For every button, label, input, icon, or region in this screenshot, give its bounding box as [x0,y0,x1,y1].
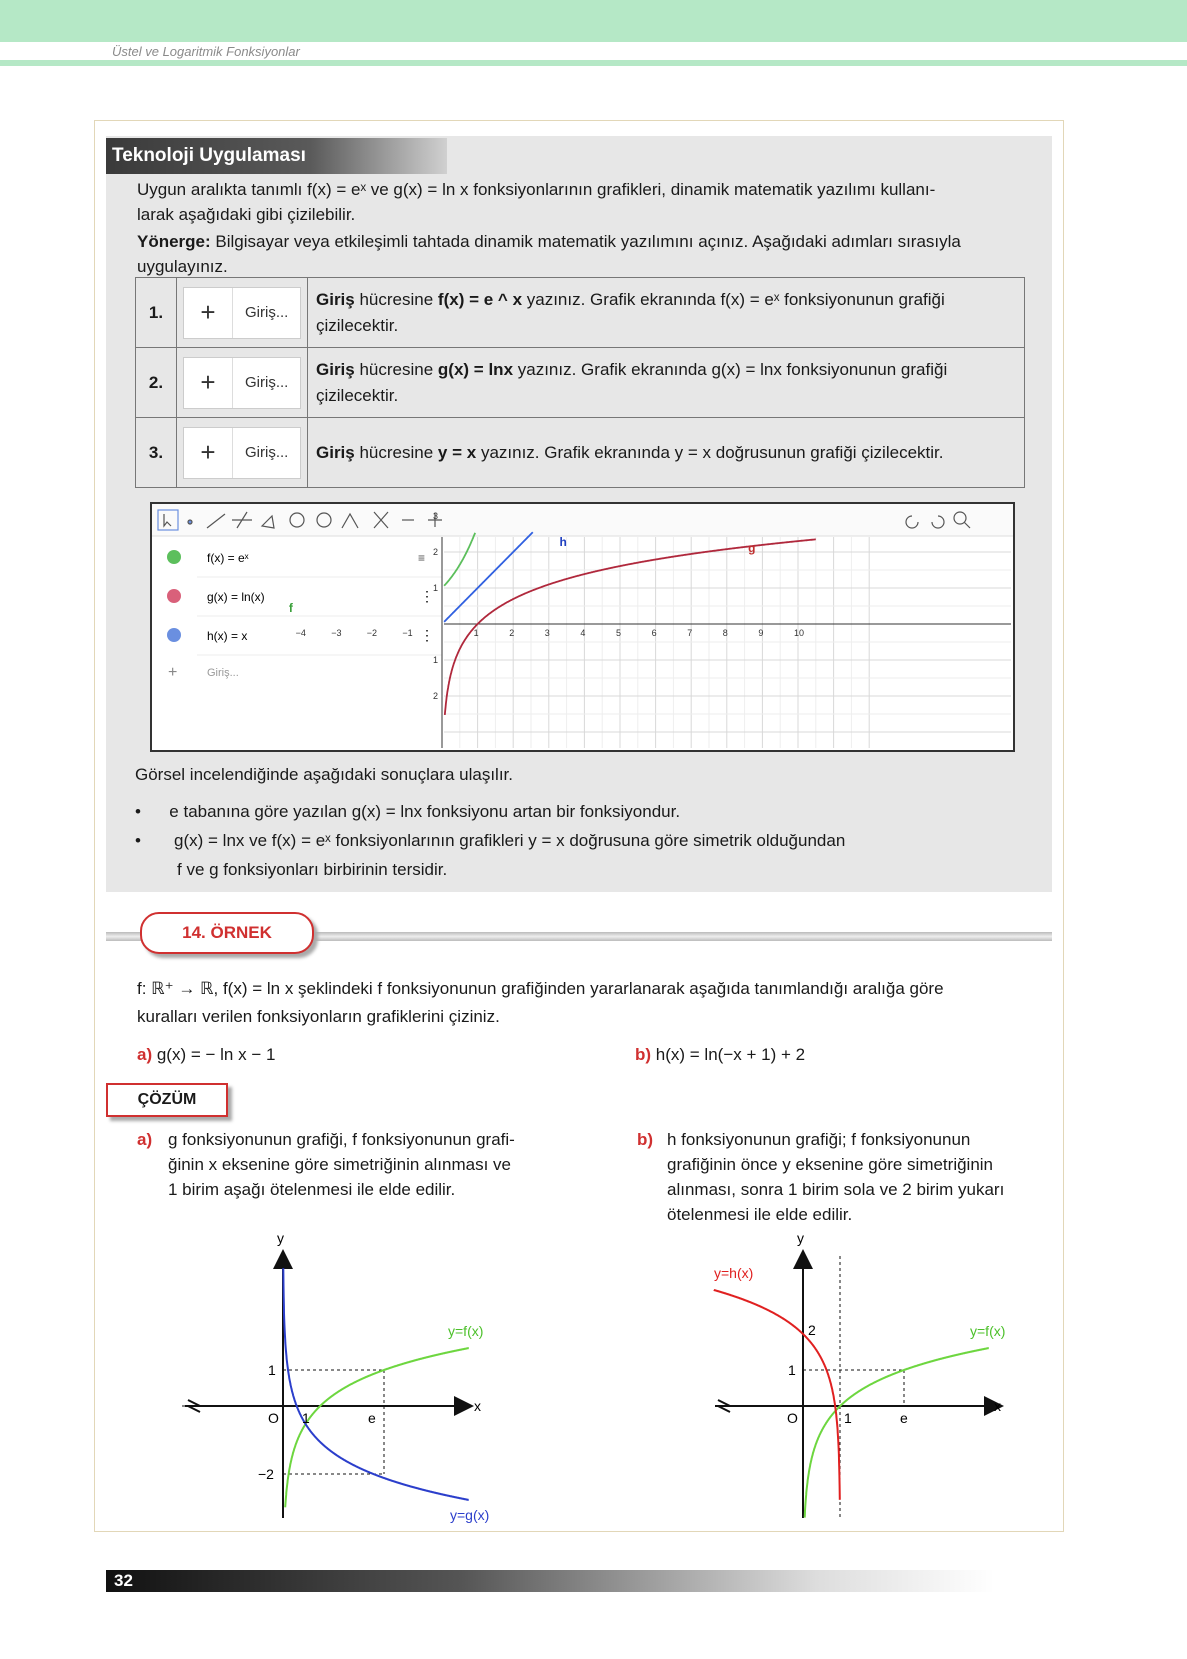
step-text [308,348,1025,418]
sort-icon[interactable]: ≡ [418,551,426,565]
bullet-2: • g(x) = lnx ve f(x) = eˣ fonksiyonlarının grafikleri y = x doğrusuna göre simetrik olduğundan [135,831,846,850]
input-cell [177,278,308,348]
gg-x-tick: 6 [651,628,657,638]
step-text [308,418,1025,488]
gg-y-tick: 2 [433,547,439,557]
x-tick-e: e [900,1410,908,1426]
directive [137,229,961,254]
input-cell [177,348,308,418]
solution-a-marker: a) [137,1130,153,1149]
gg-y-tick: 3 [433,511,439,521]
toolbar [152,504,1013,536]
question-a-expr: g(x) = − ln x − 1 [152,1045,276,1064]
gg-x-tick: −3 [331,628,342,638]
y-label: y [797,1230,804,1246]
g-color-dot[interactable] [167,589,181,603]
g-curve [283,1268,468,1500]
question-b [635,1042,805,1067]
y-tick-1: 1 [268,1362,276,1378]
gg-x-tick: −1 [402,628,413,638]
directive-text: Bilgisayar veya etkileşimli tahtada dinamik matematik yazılımını açınız. Aşağıdaki adımları sırasıyla [210,232,961,251]
gg-y-tick: 2 [433,691,439,701]
step-text-b: yazınız. Grafik ekranında f(x) = eˣ fonksiyonunun grafiği çizilecektir. [316,289,945,335]
y-label: y [277,1230,284,1246]
bullet-1-text: e tabanına göre yazılan g(x) = lnx fonksiyonu artan bir fonksiyondur. [169,802,681,821]
gg-f-label: f [288,601,293,615]
gg-h-label: h [559,535,567,549]
chapter-title: Üstel ve Logaritmik Fonksiyonlar [112,44,300,59]
input-placeholder: Giriş... [245,374,289,391]
solution-a-line: 1 birim aşağı ötelenmesi ile elde edilir. [168,1180,456,1199]
input-bar[interactable] [183,427,301,479]
steps-table [135,277,1025,488]
step-text [308,278,1025,348]
step-row [136,278,1025,348]
step-command: y = x [437,442,477,462]
geogebra-window [150,502,1015,752]
gg-x-tick: 10 [794,628,805,638]
step-command: f(x) = e ^ x [437,289,523,309]
header-rule [0,60,1187,66]
header-band [0,0,1187,42]
gg-y-tick: 1 [433,655,439,665]
question-line-2: kuralları verilen fonksiyonların grafiklerini çiziniz. [137,1007,500,1026]
gg-x-tick: 1 [473,628,479,638]
h-curve [714,1290,840,1500]
tech-intro-2: larak aşağıdaki gibi çizilebilir. [137,205,356,224]
f-curve [805,1348,989,1518]
x-label: x [474,1398,481,1414]
h-color-dot[interactable] [167,628,181,642]
bullet-1: • e tabanına göre yazılan g(x) = lnx fonksiyonu artan bir fonksiyondur. [135,802,681,821]
gg-x-tick: 7 [687,628,693,638]
question-b-expr: h(x) = ln(−x + 1) + 2 [651,1045,806,1064]
x-tick-1: 1 [302,1410,310,1426]
geogebra-canvas [152,504,1013,750]
y-tick-2: 2 [808,1322,816,1338]
solution-b-text [667,1127,1004,1227]
algebra-view [152,537,442,748]
algebra-f[interactable]: f(x) = eˣ [207,551,249,565]
solution-b-line: alınması, sonra 1 birim sola ve 2 birim yukarı [667,1180,1005,1199]
algebra-g[interactable]: g(x) = ln(x) [207,590,265,604]
plus-icon: + [184,428,233,478]
step-text-a: hücresine [354,289,438,309]
gg-x-tick: 8 [722,628,728,638]
directive-2: uygulayınız. [137,257,228,276]
bullet-2-line2: f ve g fonksiyonları birbirinin tersidir. [177,860,448,879]
solution-a-label [137,1127,167,1152]
gg-x-tick: 4 [580,628,586,638]
origin-label: O [268,1410,279,1426]
bullet-2-text: g(x) = lnx ve f(x) = eˣ fonksiyonlarının grafikleri y = x doğrusuna göre simetrik olduğundan [174,831,846,850]
page-number: 32 [106,1570,994,1592]
technology-heading: Teknoloji Uygulaması [106,138,447,174]
f-label: y=f(x) [448,1323,484,1339]
y-tick-minus2: −2 [258,1466,274,1482]
gg-x-tick: 3 [544,628,550,638]
algebra-input[interactable]: Giriş... [207,667,239,679]
f-color-dot[interactable] [167,550,181,564]
result-intro: Görsel incelendiğinde aşağıdaki sonuçlara ulaşılır. [135,765,514,784]
solution-badge: ÇÖZÜM [106,1083,228,1117]
g-label: y=g(x) [450,1507,490,1523]
x-label: x [994,1398,1001,1414]
more-icon[interactable]: ⋮ [420,588,434,604]
gg-x-tick: 9 [758,628,764,638]
y-tick-1: 1 [788,1362,796,1378]
step-command: g(x) = lnx [437,359,514,379]
step-number: 2. [136,348,177,418]
solution-b-line: h fonksiyonunun grafiği; f fonksiyonunun [667,1130,971,1149]
input-cell [177,418,308,488]
solution-a-text [168,1127,515,1202]
origin-label: O [787,1410,798,1426]
gg-x-tick: 2 [509,628,515,638]
gg-y-tick: 1 [433,583,439,593]
solution-a-line: g fonksiyonunun grafiği, f fonksiyonunun grafi- [168,1130,515,1149]
solution-b-marker: b) [637,1130,654,1149]
step-text-a: hücresine [354,359,438,379]
step-text-b: yazınız. Grafik ekranında g(x) = lnx fonksiyonunun grafiği çizilecektir. [316,359,948,405]
x-tick-1: 1 [844,1410,852,1426]
plus-icon: + [184,358,233,408]
gg-x-tick: −2 [366,628,378,638]
algebra-h[interactable]: h(x) = x [207,629,248,643]
step-number: 1. [136,278,177,348]
question-a-label: a) [137,1045,153,1064]
question-line-1: f: ℝ⁺ → ℝ, f(x) = ln x şeklindeki f fonksiyonunun grafiğinden yararlanarak aşağıda tanımlandığı aralığa göre [137,979,944,998]
input-bar[interactable] [183,287,301,339]
input-bar[interactable] [183,357,301,409]
input-placeholder: Giriş... [245,304,289,321]
add-icon[interactable]: + [168,664,178,681]
step-text-b: yazınız. Grafik ekranında y = x doğrusunun grafiği çizilecektir. [476,442,944,462]
directive-label: Yönerge: [137,232,211,251]
step-row [136,418,1025,488]
more-icon[interactable]: ⋮ [420,627,434,643]
input-placeholder: Giriş... [245,444,289,461]
step-bold: Giriş [316,442,355,462]
question-a [137,1042,275,1067]
solution-a-line: ğinin x eksenine göre simetriğinin alınması ve [168,1155,512,1174]
solution-a-graph [180,1228,490,1528]
h-label: y=h(x) [714,1265,754,1281]
gg-x-tick: −4 [295,628,306,638]
solution-b-line: ötelenmesi ile elde edilir. [667,1205,853,1224]
step-bold: Giriş [316,359,355,379]
step-number: 3. [136,418,177,488]
f-label: y=f(x) [970,1323,1006,1339]
solution-b-line: grafiğinin önce y eksenine göre simetriğinin [667,1155,994,1174]
x-tick-e: e [368,1410,376,1426]
step-text-a: hücresine [354,442,438,462]
f-curve [285,1348,469,1507]
solution-b-label [637,1127,667,1152]
plus-icon: + [184,288,233,338]
solution-b-graph [700,1228,1010,1528]
gg-x-tick: 5 [616,628,622,638]
step-row [136,348,1025,418]
gg-g-label: g [748,541,756,555]
example-badge: 14. ÖRNEK [140,912,314,954]
step-bold: Giriş [316,289,355,309]
question-b-label: b) [635,1045,652,1064]
gg-h-curve [444,532,533,622]
tech-intro-1: Uygun aralıkta tanımlı f(x) = eˣ ve g(x) = ln x fonksiyonlarının grafikleri, dinamik matematik yazılımı kullanı- [137,180,936,199]
